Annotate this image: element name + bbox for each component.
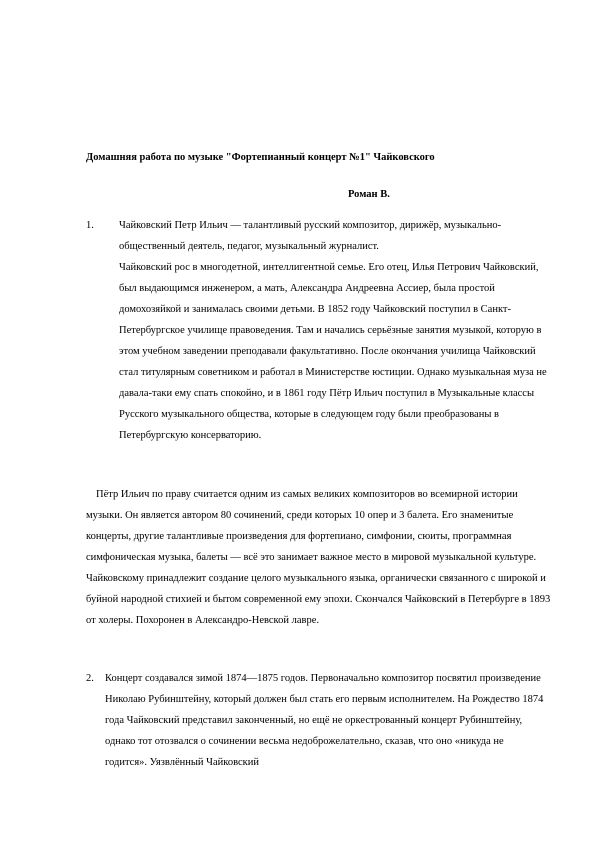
document-title: Домашняя работа по музыке "Фортепианный концерт №1" Чайковского bbox=[86, 152, 435, 163]
list-item bbox=[86, 668, 556, 773]
list-item-paragraph: Чайковский рос в многодетной, интеллигентной семье. Его отец, Илья Петрович Чайковский, был выдающимся инженером, а мать, Александра Андреевна Ассиер, была простой домохозяйкой и занималась своими детьми. В 1852 году Чайковский поступил в Санкт-Петербургское училище правоведения. Там и начались серьёзные занятия музыкой, которую в этом учебном заведении преподавали факультативно. После окончания училища Чайковский стал титулярным советником и работал в Министерстве юстиции. Однако музыкальная муза не давала-таки ему спать спокойно, и в 1861 году Пётр Ильич поступил в Музыкальные классы Русского музыкального общества, которые в следующем году были преобразованы в Петербургскую консерваторию. bbox=[119, 262, 547, 441]
document-author: Роман В. bbox=[348, 189, 390, 200]
list-item-number: 1. bbox=[86, 220, 94, 231]
list-item-paragraph: Концерт создавался зимой 1874—1875 годов. Первоначально композитор посвятил произведение Николаю Рубинштейну, который должен был стать его первым исполнителем. На Рождество 1874 года Чайковский представил законченный, но ещё не оркестрованный концерт Рубинштейну, однако тот отозвался о сочинении весьма недоброжелательно, сказав, что оно «никуда не годится». Уязвлённый Чайковский bbox=[105, 673, 544, 768]
list-item bbox=[86, 215, 556, 446]
body-paragraph: Пётр Ильич по праву считается одним из самых великих композиторов во всемирной истории музыки. Он является автором 80 сочинений, среди которых 10 опер и 3 балета. Его знаменитые концерты, другие талантливые произведения для фортепиано, симфонии, сюиты, программная симфоническая музыка, балеты — всё это занимает важное место в мировой музыкальной культуре. Чайковскому принадлежит создание целого музыкального языка, органически связанного с широкой и буйной народной стихией и бытом современной ему эпохи. Скончался Чайковский в Петербурге в 1893 от холеры. Похоронен в Александро-Невской лавре. bbox=[86, 489, 551, 626]
list-item-number: 2. bbox=[86, 673, 94, 684]
list-item-paragraph: Чайковский Петр Ильич — талантливый русский композитор, дирижёр, музыкально-общественный деятель, педагог, музыкальный журналист. bbox=[119, 220, 502, 252]
